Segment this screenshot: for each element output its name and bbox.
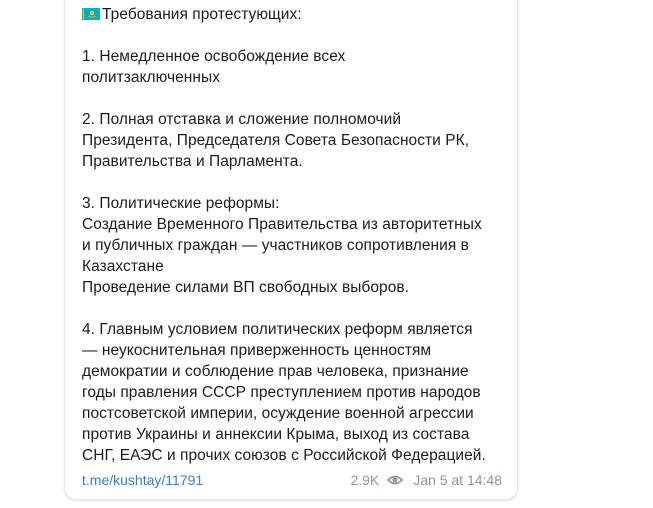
post-line: Казахстане [82,258,164,275]
post-line: — неукоснительная приверженность ценностям [82,342,432,359]
post-line: демократии и соблюдение прав человека, признание [82,363,469,380]
post-line: политзаключенных [82,69,220,86]
post-line: годы правления СССР преступлением против народов [82,384,481,401]
post-title-line [82,4,512,25]
post-line: 1. Немедленное освобождение всех [82,48,346,65]
blank-line [82,25,512,46]
post-line: СНГ, ЕАЭС и прочих союзов с Российской Федерацией. [82,447,486,464]
post-line: 4. Главным условием политических реформ является [82,321,473,338]
post-link[interactable]: t.me/kushtay/11791 [82,472,204,488]
post-line: Проведение силами ВП свободных выборов. [82,279,410,296]
post-line: 3. Политические реформы: [82,195,280,212]
post-line: Правительства и Парламента. [82,153,303,170]
post-date: Jan 5 at 14:48 [413,472,502,488]
eye-icon [387,474,403,486]
blank-line [82,88,512,109]
views-count: 2.9K [350,472,380,488]
post-line: Создание Временного Правительства из авторитетных [82,216,482,233]
post-line: и публичных граждан — участников сопротивления в [82,237,469,254]
kazakhstan-flag-icon [82,8,100,20]
post-line: постсоветской империи, осуждение военной агрессии [82,405,474,422]
message-text [82,4,512,466]
post-line: против Украины и аннексии Крыма, выход из состава [82,426,470,443]
post-line: 2. Полная отставка и сложение полномочий [82,111,402,128]
message-meta [350,470,502,490]
post-line: Президента, Председателя Совета Безопасности РК, [82,132,470,149]
message-footer [82,470,502,490]
post-title: Требования протестующих: [102,6,302,23]
blank-line [82,172,512,193]
blank-line [82,298,512,319]
